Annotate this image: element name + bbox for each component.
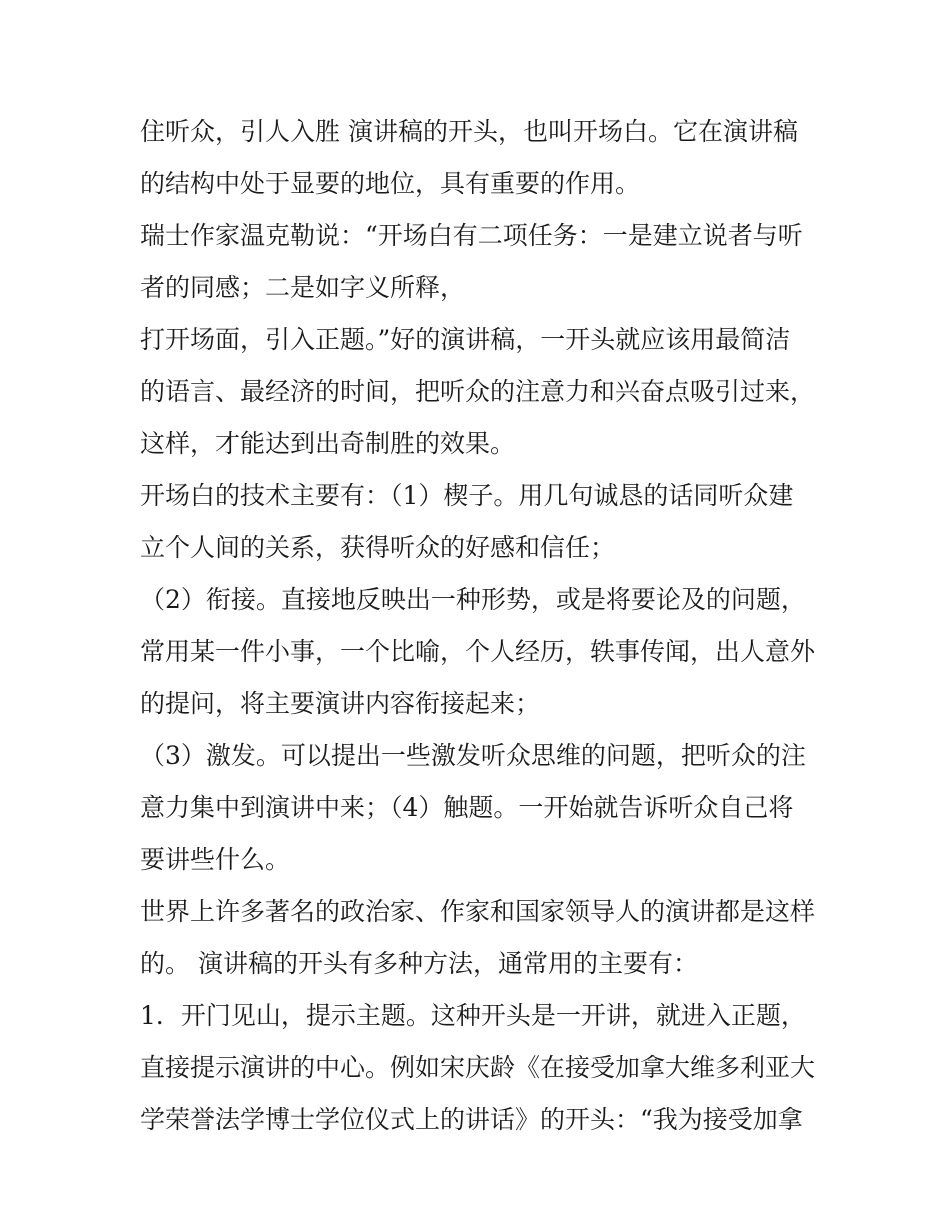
text-line: 住听众，引人入胜 演讲稿的开头，也叫开场白。它在演讲稿 xyxy=(140,117,798,146)
text-line: 世界上许多著名的政治家、作家和国家领导人的演讲都是这样 xyxy=(140,897,816,926)
text-line: 这样，才能达到出奇制胜的效果。 xyxy=(140,429,516,458)
text-line: 直接提示演讲的中心。例如宋庆龄《在接受加拿大维多利亚大 xyxy=(140,1053,816,1082)
text-line: 瑞士作家温克勒说：“开场白有二项任务：一是建立说者与听 xyxy=(140,221,803,250)
text-line: 常用某一件小事，一个比喻，个人经历，轶事传闻，出人意外 xyxy=(140,637,816,666)
text-line: 意力集中到演讲中来；（4）触题。一开始就告诉听众自己将 xyxy=(140,793,794,822)
text-line: 的提问，将主要演讲内容衔接起来； xyxy=(140,689,541,718)
text-line: 的。 演讲稿的开头有多种方法，通常用的主要有： xyxy=(140,949,698,978)
text-line: 立个人间的关系，获得听众的好感和信任； xyxy=(140,533,616,562)
text-line: （2）衔接。直接地反映出一种形势，或是将要论及的问题， xyxy=(140,585,806,614)
text-line: （3）激发。可以提出一些激发听众思维的问题，把听众的注 xyxy=(140,741,806,770)
text-line: 的语言、最经济的时间，把听众的注意力和兴奋点吸引过来， xyxy=(140,377,816,406)
text-line: 者的同感；二是如字义所释， xyxy=(140,273,466,302)
text-line: 要讲些什么。 xyxy=(140,845,291,874)
text-line: 开场白的技术主要有：（1）楔子。用几句诚恳的话同听众建 xyxy=(140,481,794,510)
text-line: 学荣誉法学博士学位仪式上的讲话》的开头：“我为接受加拿 xyxy=(140,1105,803,1134)
text-line: 打开场面，引入正题。”好的演讲稿，一开头就应该用最简洁 xyxy=(140,325,791,354)
text-line: 1．开门见山，提示主题。这种开头是一开讲，就进入正题， xyxy=(140,1001,806,1030)
document-body xyxy=(140,106,830,1146)
text-line: 的结构中处于显要的地位，具有重要的作用。 xyxy=(140,169,641,198)
